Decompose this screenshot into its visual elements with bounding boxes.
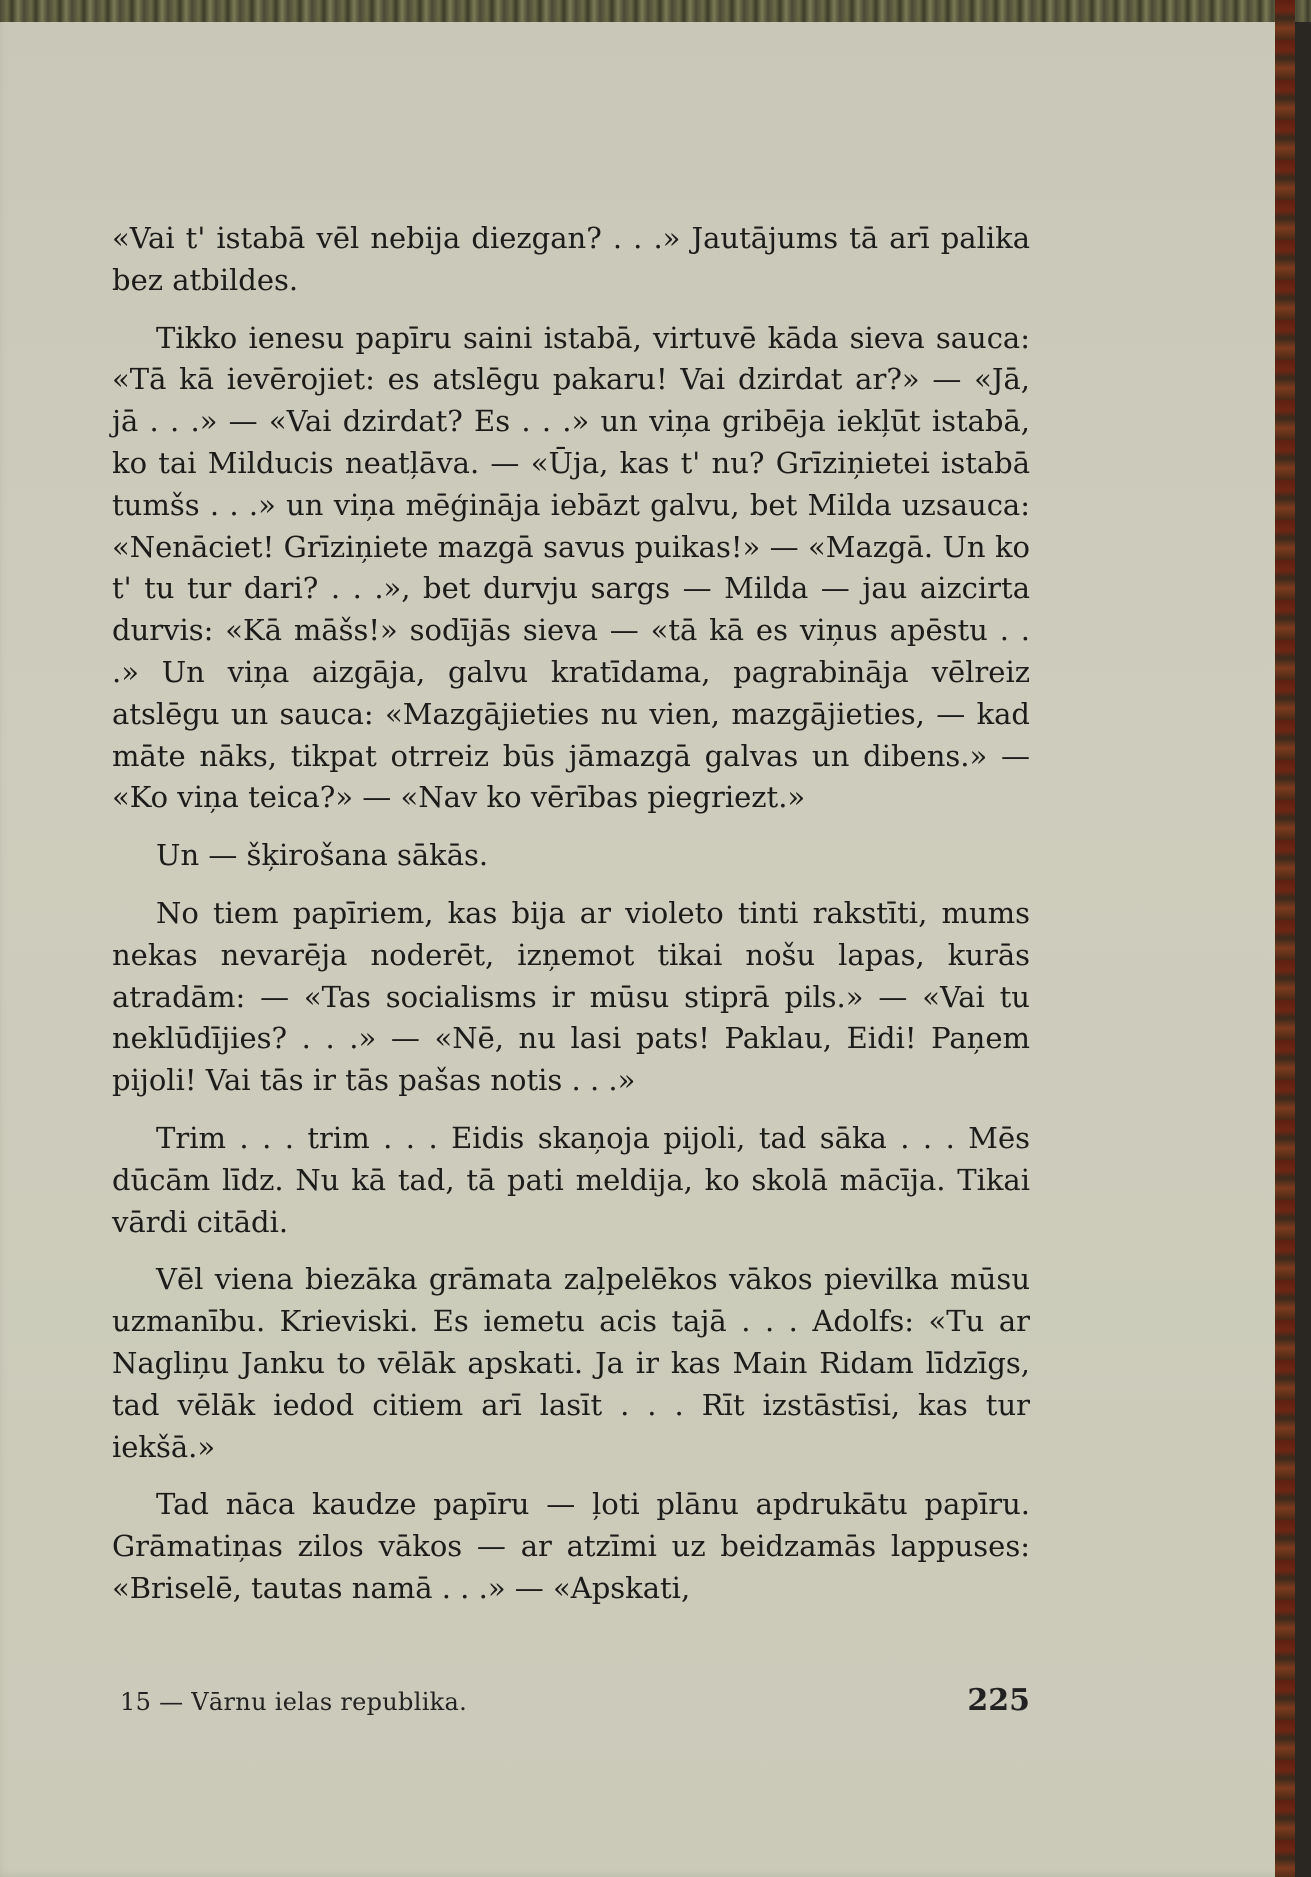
paragraph-1: «Vai t' istabā vēl nebija diezgan? . . .» Jautājums tā arī palika bez atbildes. xyxy=(112,221,1030,297)
page-text xyxy=(112,218,1030,1626)
paragraph-6: Vēl viena biezāka grāmata zaļpelēkos vākos pievilka mūsu uzmanību. Krieviski. Es iemetu acis tajā . . . Adolfs: «Tu ar Nagliņu Janku to vēlāk apskati. Ja ir kas Main Ridam līdzīgs, tad vēlāk iedod citiem arī lasīt . . . Rīt izstāstīsi, kas tur iekšā.» xyxy=(112,1262,1030,1464)
printer-signature: 15 — Vārnu ielas republika. xyxy=(120,1688,468,1716)
book-binding-edge xyxy=(1275,0,1295,1877)
paragraph-4: No tiem papīriem, kas bija ar violeto tinti rakstīti, mums nekas nevarēja noderēt, izņemot tikai nošu lapas, kurās atradām: — «Tas socialisms ir mūsu stiprā pils.» — «Vai tu neklūdījies? . . .» — «Nē, nu lasi pats! Paklau, Eidi! Paņem pijoli! Vai tās ir tās pašas notis . . .» xyxy=(112,895,1030,1098)
page-number: 225 xyxy=(967,1683,1030,1718)
page-top-edge xyxy=(0,0,1311,22)
paragraph-7: Tad nāca kaudze papīru — ļoti plānu apdrukātu papīru. Grāmatiņas zilos vākos — ar atzīmi uz beidzamās lappuses: «Briselē, tautas namā . . .» — «Apskati, xyxy=(112,1487,1030,1605)
paragraph-3: Un — šķirošana sākās. xyxy=(156,838,489,873)
paragraph-2: Tikko ienesu papīru saini istabā, virtuvē kāda sieva sauca: «Tā kā ievērojiet: es atslēgu pakaru! Vai dzirdat ar?» — «Jā, jā . . .» — «Vai dzirdat? Es . . .» un viņa gribēja iekļūt istabā, ko tai Milducis neatļāva. — «Ūja, kas t' nu? Grīziņietei istabā tumšs . . .» un viņa mēģināja iebāzt galvu, bet Milda uzsauca: «Nenāciet! Grīziņiete mazgā savus puikas!» — «Mazgā. Un ko t' tu tur dari? . . .», bet durvju sargs — Milda — jau aizcirta durvis: «Kā māšs!» sodījās sieva — «tā kā es viņus apēstu . . .» Un viņa aizgāja, galvu kratīdama, pagrabināja vēlreiz atslēgu un sauca: «Mazgājieties nu vien, mazgājieties, — kad māte nāks, tikpat otrreiz būs jāmazgā galvas un dibens.» — «Ko viņa teica?» — «Nav ko vērības piegriezt.» xyxy=(112,320,1030,815)
paragraph-5: Trim . . . trim . . . Eidis skaņoja pijoli, tad sāka . . . Mēs dūcām līdz. Nu kā tad, tā pati meldija, ko skolā mācīja. Tikai vārdi citādi. xyxy=(112,1120,1030,1239)
page-footer xyxy=(120,1683,1030,1723)
